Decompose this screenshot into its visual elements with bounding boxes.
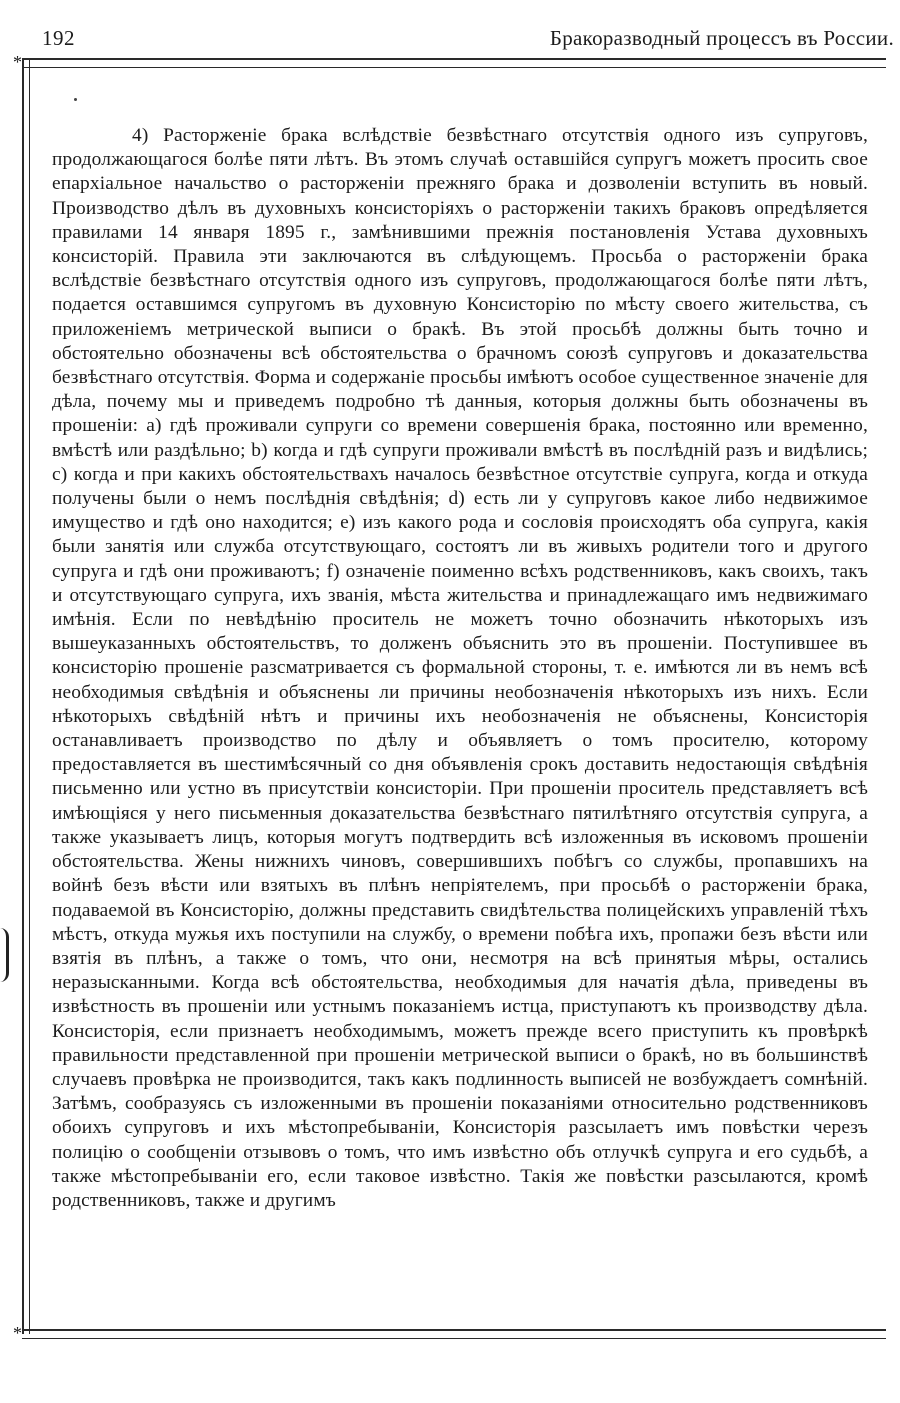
margin-dot-mark: [74, 98, 77, 101]
page-number: 192: [42, 26, 75, 50]
body-paragraph: 4) Расторженіе брака вслѣдствіе безвѣстнаго отсутствія одного изъ супруговъ, продолжающагося болѣе пяти лѣтъ. Въ этомъ случаѣ оставшійся супругъ можетъ просить свое епархіальное начальство о расторженіи прежняго брака и дозволеніи вступить въ новый. Производство дѣлъ въ духовныхъ консисторіяхъ о расторженіи такихъ браковъ опредѣляется правилами 14 января 1895 г., замѣнившими прежнія постановленія Устава духовныхъ консисторій. Правила эти заключаются въ слѣдующемъ. Просьба о расторженіи брака вслѣдствіе безвѣстнаго отсутствія одного изъ супруговъ, продолжающагося болѣе пяти лѣтъ, подается оставшимся супругомъ въ духовную Консисторію по мѣсту своего жительства, съ приложеніемъ метрической выписи о бракѣ. Въ этой просьбѣ должны быть точно и обстоятельно обозначены всѣ обстоятельства о брачномъ союзѣ супруговъ и доказательства безвѣстнаго отсутствія. Форма и содержаніе просьбы имѣютъ особое существенное значеніе для дѣла, почему мы и приведемъ подробно тѣ данныя, которыя должны быть обозначены въ прошеніи: a) гдѣ проживали супруги со времени совершенія брака, постоянно или временно, вмѣстѣ или раздѣльно; b) когда и гдѣ супруги проживали вмѣстѣ въ послѣдній разъ и видѣлись; c) когда и при какихъ обстоятельствахъ началось безвѣстное отсутствіе супруга, когда и откуда получены были о немъ послѣднія свѣдѣнія; d) есть ли у супруговъ какое либо недвижимое имущество и гдѣ оно находится; e) изъ какого рода и сословія происходятъ оба супруга, какія были занятія или служба отсутствующаго, состоятъ ли въ живыхъ родители того и другого супруга и гдѣ они проживаютъ; f) означеніе поименно всѣхъ родственниковъ, какъ своихъ, такъ и отсутствующаго супруга, ихъ званія, мѣста жительства и принадлежащаго имъ недвижимаго имѣнія. Если по невѣдѣнію проситель не можетъ точно обозначить нѣкоторыхъ изъ вышеуказанныхъ обстоятельствъ, то долженъ объяснить это въ прошеніи. Поступившее въ консисторію прошеніе разсматривается съ формальной стороны, т. е. имѣются ли въ немъ всѣ необходимыя свѣдѣнія и объяснены ли причины необозначенія нѣкоторыхъ изъ нихъ. Если нѣкоторыхъ свѣдѣній нѣтъ и причины ихъ необозначенія не объяснены, Консисторія останавливаетъ производство по дѣлу и объявляетъ о томъ просителю, которому предоставляется въ шестимѣсячный со дня объявленія срокъ доставить недостающія свѣдѣнія письменно или устно въ присутствіи консисторіи. При прошеніи проситель представляетъ всѣ имѣющіяся у него письменныя доказательства безвѣстнаго пятилѣтняго отсутствія супруга, а также указываетъ лицъ, которыя могутъ подтвердить всѣ изложенныя въ исковомъ прошеніи обстоятельства. Жены нижнихъ чиновъ, совершившихъ побѣгъ со службы, пропавшихъ на войнѣ безъ вѣсти или взятыхъ въ плѣнъ непріятелемъ, при просьбѣ о расторженіи брака, подаваемой въ Консисторію, должны представить свидѣтельства полицейскихъ управленій тѣхъ мѣстъ, откуда мужья ихъ поступили на службу, о времени побѣга ихъ, пропажи безъ вѣсти или взятія въ плѣнъ, а также о томъ, что они, несмотря на всѣ принятыя мѣры, остались неразысканными. Когда всѣ обстоятельства, необходимыя для начатія дѣла, приведены въ извѣстность въ прошеніи или устнымъ показаніемъ истца, приступаютъ къ производству дѣла. Консисторія, если признаетъ необходимымъ, можетъ прежде всего приступить къ провѣркѣ правильности представленной при прошеніи метрической выписи о бракѣ, но въ большинствѣ случаевъ провѣрка не производится, такъ какъ подлинность выписей не возбуждаетъ сомнѣній. Затѣмъ, сообразуясь съ изложенными въ прошеніи показаніями относительно родственниковъ обоихъ супруговъ и ихъ мѣстопребываніи, Консисторія разсылаетъ имъ повѣстки черезъ полицію о сообщеніи отзывовъ о томъ, что имъ извѣстно объ отлучкѣ супруга и его судьбѣ, а также мѣстопребываніи его, если таковое извѣстно. Такія же повѣстки разсылаются, кромѣ родственниковъ, также и другимъ: [52, 125, 868, 1211]
border-rule-bottom: [22, 1329, 886, 1339]
border-rule-top: [22, 58, 886, 68]
corner-star-icon: *: [13, 52, 22, 72]
margin-bracket-mark: [0, 928, 9, 982]
corner-star-icon: *: [13, 1323, 22, 1343]
running-head: Бракоразводный процессъ въ России.: [549, 26, 894, 50]
border-rule-left: [22, 60, 30, 1334]
